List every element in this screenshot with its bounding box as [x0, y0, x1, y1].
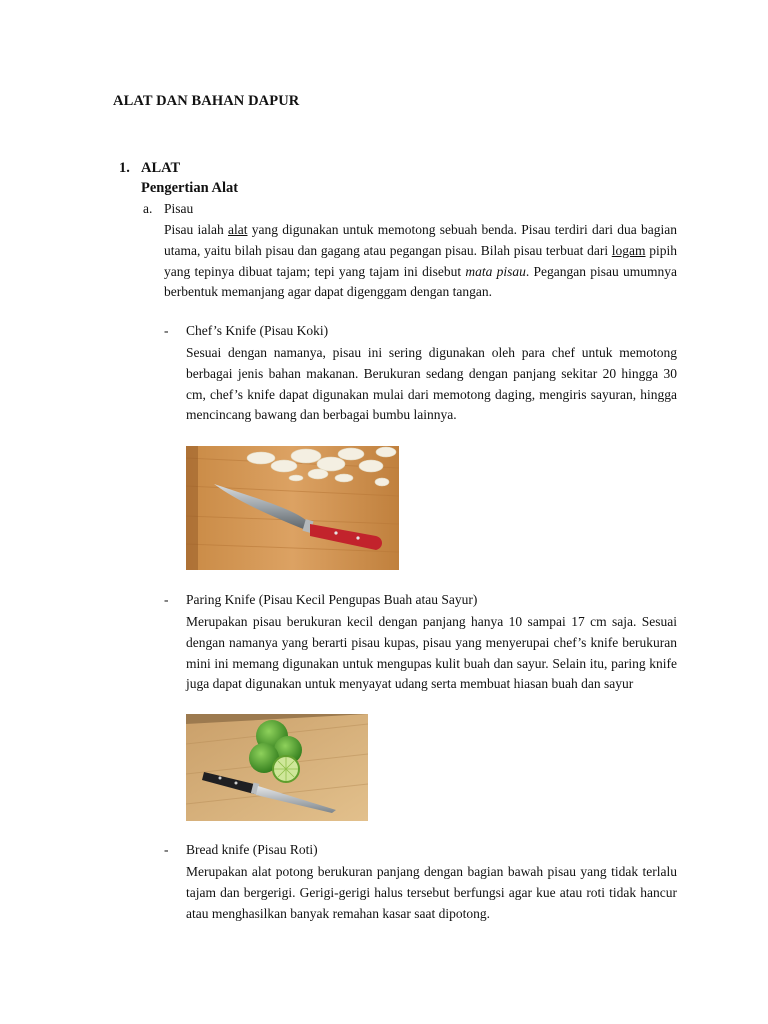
bread-knife-paragraph: Merupakan alat potong berukuran panjang dengan bagian bawah pisau yang tidak terlalu tajam dan bergerigi. Gerigi-gerigi halus tersebut berfungsi agar kue atau roti tidak hancur atau menghasilkan banyak remahan kasar saat dipotong. [186, 864, 677, 921]
section-title: ALAT [141, 160, 181, 176]
item-a-letter: a. [143, 201, 153, 216]
chef-knife-bullet: - [164, 323, 169, 338]
paring-knife-image [186, 714, 368, 821]
pisau-text-1: Pisau ialah [164, 222, 228, 237]
alat-link[interactable]: alat [228, 222, 248, 237]
pisau-text-4: . Pegangan pisau umumnya berbentuk memanjang agar dapat digenggam dengan tangan. [164, 263, 677, 300]
item-a-title: Pisau [164, 201, 194, 216]
section-number: 1. [119, 160, 130, 176]
bread-knife-bullet: - [164, 842, 169, 857]
paring-knife-title: Paring Knife (Pisau Kecil Pengupas Buah atau Sayur) [186, 592, 478, 607]
logam-link[interactable]: logam [611, 242, 646, 258]
document-title: ALAT DAN BAHAN DAPUR [113, 93, 300, 109]
paring-knife-bullet: - [164, 592, 169, 607]
mata-pisau-term: mata pisau [465, 263, 526, 279]
pisau-text-2: yang digunakan untuk memotong sebuah benda. Pisau terdiri dari dua bagian utama, yaitu bilah pisau dan gagang atau pegangan pisau. Bilah pisau terbuat dari [164, 222, 677, 258]
chef-knife-image [186, 446, 399, 570]
section-subtitle: Pengertian Alat [141, 180, 239, 196]
pisau-paragraph [164, 220, 677, 303]
paring-knife-paragraph: Merupakan pisau berukuran kecil dengan panjang hanya 10 sampai 17 cm saja. Sesuai dengan namanya yang berarti pisau kupas, pisau yang menyerupai chef’s knife berukuran mini ini memang digunakan untuk mengupas kulit buah dan sayur. Selain itu, paring knife juga dapat digunakan untuk menyayat udang serta membuat hiasan buah dan sayur [186, 614, 677, 692]
bread-knife-title: Bread knife (Pisau Roti) [186, 842, 318, 857]
chef-knife-paragraph: Sesuai dengan namanya, pisau ini sering digunakan oleh para chef untuk memotong berbagai jenis bahan makanan. Berukuran sedang dengan panjang sekitar 20 hingga 30 cm, chef’s knife dapat digunakan mulai dari memotong daging, mengiris sayuran, hingga mencincang bawang dan berbagai bumbu lainnya. [186, 345, 677, 423]
pisau-text-3: pipih yang tepinya dibuat tajam; tepi yang tajam ini disebut [164, 242, 677, 279]
chef-knife-title: Chef’s Knife (Pisau Koki) [186, 323, 329, 338]
